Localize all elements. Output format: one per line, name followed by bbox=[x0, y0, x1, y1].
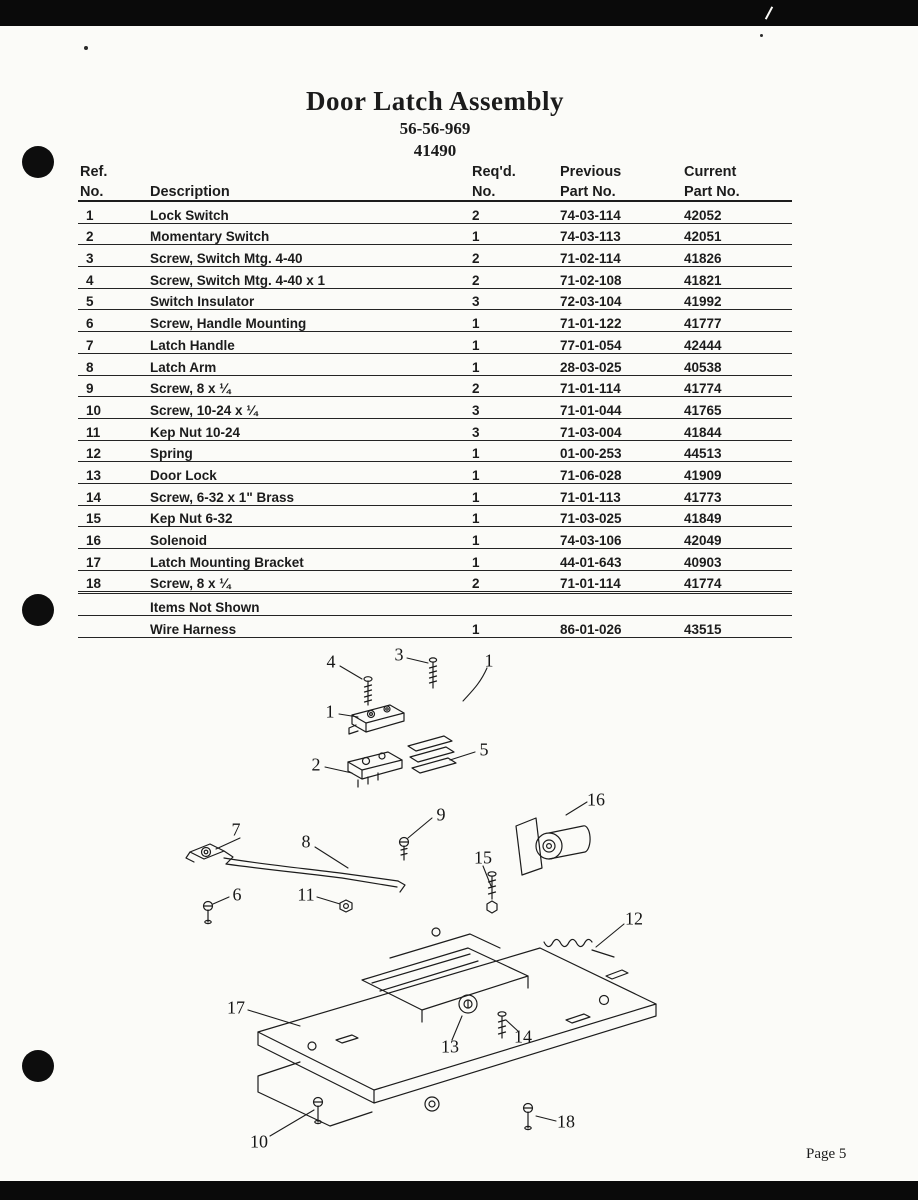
cell-description: Screw, 8 x ¼ bbox=[148, 375, 470, 397]
callout-3: 3 bbox=[394, 644, 404, 665]
header-spacer bbox=[148, 160, 470, 180]
part-screw-15 bbox=[487, 872, 497, 913]
cell-qty: 1 bbox=[470, 483, 558, 505]
cell-curr: 41844 bbox=[682, 418, 792, 440]
cell-prev: 71-01-114 bbox=[558, 375, 682, 397]
table-row bbox=[78, 267, 792, 289]
part-screw-18 bbox=[524, 1104, 533, 1130]
cell-curr: 41774 bbox=[682, 375, 792, 397]
model-number-secondary: 41490 bbox=[413, 141, 457, 160]
callout-11: 11 bbox=[297, 884, 315, 905]
header-curr-1: Current bbox=[684, 164, 737, 180]
cell-qty bbox=[470, 594, 558, 616]
cell-prev: 71-01-113 bbox=[558, 483, 682, 505]
items-not-shown-row bbox=[78, 616, 792, 638]
cell-qty: 2 bbox=[470, 245, 558, 267]
cell-qty: 3 bbox=[470, 418, 558, 440]
callout-15: 15 bbox=[474, 847, 492, 868]
parts-table bbox=[78, 160, 792, 592]
cell-ref: 6 bbox=[78, 310, 148, 332]
cell-description: Screw, 6-32 x 1" Brass bbox=[148, 483, 470, 505]
header-description: Description bbox=[148, 180, 470, 201]
cell-ref: 16 bbox=[78, 527, 148, 549]
cell-ref: 1 bbox=[78, 201, 148, 223]
header-reqd-1: Req'd. bbox=[472, 164, 516, 180]
part-spring bbox=[544, 939, 614, 957]
cell-ref: 8 bbox=[78, 353, 148, 375]
cell-ref bbox=[78, 594, 148, 616]
cell-ref: 17 bbox=[78, 549, 148, 571]
cell-ref: 5 bbox=[78, 288, 148, 310]
cell-curr bbox=[682, 594, 792, 616]
table-row bbox=[78, 527, 792, 549]
table-row bbox=[78, 375, 792, 397]
callout-8: 8 bbox=[301, 831, 311, 852]
cell-description: Screw, Switch Mtg. 4-40 bbox=[148, 245, 470, 267]
table-row bbox=[78, 397, 792, 419]
items-not-shown-body bbox=[78, 616, 792, 638]
table-row bbox=[78, 505, 792, 527]
cell-qty: 1 bbox=[470, 505, 558, 527]
items-not-shown-label: Items Not Shown bbox=[148, 594, 470, 616]
cell-ref: 13 bbox=[78, 462, 148, 484]
header-prev-1: Previous bbox=[560, 164, 622, 180]
cell-curr: 41992 bbox=[682, 288, 792, 310]
cell-curr: 41774 bbox=[682, 570, 792, 592]
cell-ref: 7 bbox=[78, 332, 148, 354]
cell-curr: 41821 bbox=[682, 267, 792, 289]
part-screw-14 bbox=[498, 1012, 506, 1038]
callout-leaders bbox=[213, 658, 624, 1136]
cell-description: Latch Mounting Bracket bbox=[148, 549, 470, 571]
items-not-shown-header-row bbox=[78, 594, 792, 616]
document-header bbox=[0, 86, 870, 161]
header-prev-2: Part No. bbox=[558, 180, 682, 201]
cell-ref bbox=[78, 616, 148, 638]
scan-speck bbox=[760, 34, 763, 37]
cell-ref: 4 bbox=[78, 267, 148, 289]
page-number: Page 5 bbox=[806, 1146, 847, 1162]
cell-description: Switch Insulator bbox=[148, 288, 470, 310]
scan-edge-bottom bbox=[0, 1181, 918, 1200]
cell-qty: 2 bbox=[470, 267, 558, 289]
cell-qty: 2 bbox=[470, 375, 558, 397]
cell-description: Spring bbox=[148, 440, 470, 462]
cell-description: Screw, Switch Mtg. 4-40 x 1 bbox=[148, 267, 470, 289]
callout-5: 5 bbox=[479, 739, 489, 760]
table-row bbox=[78, 353, 792, 375]
callout-10: 10 bbox=[250, 1131, 268, 1152]
callout-7: 7 bbox=[231, 819, 241, 840]
cell-qty: 1 bbox=[470, 616, 558, 638]
cell-description: Solenoid bbox=[148, 527, 470, 549]
binder-hole-bottom bbox=[22, 1050, 54, 1082]
callout-4: 4 bbox=[326, 651, 336, 672]
cell-ref: 15 bbox=[78, 505, 148, 527]
cell-ref: 2 bbox=[78, 223, 148, 245]
callout-16: 16 bbox=[587, 789, 605, 810]
cell-description: Wire Harness bbox=[148, 616, 470, 638]
table-row bbox=[78, 223, 792, 245]
cell-prev: 44-01-643 bbox=[558, 549, 682, 571]
cell-prev: 71-03-004 bbox=[558, 418, 682, 440]
cell-prev: 74-03-106 bbox=[558, 527, 682, 549]
table-row bbox=[78, 483, 792, 505]
cell-curr: 44513 bbox=[682, 440, 792, 462]
cell-ref: 11 bbox=[78, 418, 148, 440]
cell-prev: 74-03-113 bbox=[558, 223, 682, 245]
cell-description: Latch Arm bbox=[148, 353, 470, 375]
callout-2: 2 bbox=[311, 754, 321, 775]
callout-13: 13 bbox=[441, 1036, 459, 1057]
cell-curr: 42051 bbox=[682, 223, 792, 245]
callout-9: 9 bbox=[436, 804, 446, 825]
cell-ref: 3 bbox=[78, 245, 148, 267]
cell-qty: 2 bbox=[470, 570, 558, 592]
part-lock-switch bbox=[349, 705, 404, 734]
cell-qty: 1 bbox=[470, 332, 558, 354]
table-row bbox=[78, 549, 792, 571]
cell-curr: 40538 bbox=[682, 353, 792, 375]
parts-table-header bbox=[78, 160, 792, 201]
cell-prev: 86-01-026 bbox=[558, 616, 682, 638]
header-ref-1: Ref. bbox=[80, 164, 108, 180]
scan-speck bbox=[84, 46, 88, 50]
part-momentary-switch bbox=[348, 752, 402, 787]
cell-description: Momentary Switch bbox=[148, 223, 470, 245]
scan-edge-top bbox=[0, 0, 918, 26]
cell-description: Kep Nut 6-32 bbox=[148, 505, 470, 527]
part-latch-channel bbox=[362, 928, 528, 1022]
callout-1: 1 bbox=[484, 650, 494, 671]
model-number-primary: 56-56-969 bbox=[399, 119, 471, 138]
cell-ref: 14 bbox=[78, 483, 148, 505]
part-kep-nut-11 bbox=[340, 900, 352, 912]
table-row bbox=[78, 570, 792, 592]
cell-ref: 9 bbox=[78, 375, 148, 397]
cell-qty: 1 bbox=[470, 527, 558, 549]
callout-6: 6 bbox=[232, 884, 242, 905]
cell-qty: 3 bbox=[470, 288, 558, 310]
cell-qty: 3 bbox=[470, 397, 558, 419]
cell-qty: 1 bbox=[470, 440, 558, 462]
part-screw-6 bbox=[204, 902, 213, 924]
cell-description: Screw, 8 x ¼ bbox=[148, 570, 470, 592]
cell-qty: 2 bbox=[470, 201, 558, 223]
page-title: Door Latch Assembly bbox=[305, 86, 564, 116]
cell-qty: 1 bbox=[470, 353, 558, 375]
callout-1: 1 bbox=[325, 701, 335, 722]
cell-curr: 41909 bbox=[682, 462, 792, 484]
table-row bbox=[78, 201, 792, 223]
cell-curr: 42052 bbox=[682, 201, 792, 223]
header-reqd-2: No. bbox=[470, 180, 558, 201]
callout-14: 14 bbox=[514, 1026, 532, 1047]
part-latch-handle bbox=[186, 844, 233, 864]
part-switch-insulators bbox=[408, 736, 456, 773]
cell-curr: 43515 bbox=[682, 616, 792, 638]
part-screw-9 bbox=[400, 838, 409, 861]
table-row bbox=[78, 310, 792, 332]
cell-prev: 71-02-114 bbox=[558, 245, 682, 267]
cell-qty: 1 bbox=[470, 462, 558, 484]
cell-qty: 1 bbox=[470, 223, 558, 245]
table-row bbox=[78, 332, 792, 354]
cell-description: Screw, 10-24 x ¼ bbox=[148, 397, 470, 419]
parts-table-body bbox=[78, 201, 792, 592]
cell-prev: 01-00-253 bbox=[558, 440, 682, 462]
cell-qty: 1 bbox=[470, 549, 558, 571]
callout-18: 18 bbox=[557, 1111, 575, 1132]
cell-curr: 40903 bbox=[682, 549, 792, 571]
cell-curr: 41765 bbox=[682, 397, 792, 419]
cell-curr: 41849 bbox=[682, 505, 792, 527]
cell-prev: 71-01-122 bbox=[558, 310, 682, 332]
cell-prev: 74-03-114 bbox=[558, 201, 682, 223]
cell-prev: 71-03-025 bbox=[558, 505, 682, 527]
header-curr-2: Part No. bbox=[682, 180, 792, 201]
cell-description: Lock Switch bbox=[148, 201, 470, 223]
cell-prev: 72-03-104 bbox=[558, 288, 682, 310]
cell-prev: 71-02-108 bbox=[558, 267, 682, 289]
table-row bbox=[78, 462, 792, 484]
cell-ref: 18 bbox=[78, 570, 148, 592]
cell-curr: 41826 bbox=[682, 245, 792, 267]
header-ref-2: No. bbox=[78, 180, 148, 201]
cell-curr: 42444 bbox=[682, 332, 792, 354]
scan-scratch bbox=[765, 6, 773, 19]
cell-ref: 12 bbox=[78, 440, 148, 462]
callout-12: 12 bbox=[625, 908, 643, 929]
cell-ref: 10 bbox=[78, 397, 148, 419]
cell-prev: 71-06-028 bbox=[558, 462, 682, 484]
part-solenoid bbox=[516, 818, 590, 875]
cell-curr: 41773 bbox=[682, 483, 792, 505]
cell-description: Screw, Handle Mounting bbox=[148, 310, 470, 332]
cell-qty: 1 bbox=[470, 310, 558, 332]
table-row bbox=[78, 440, 792, 462]
binder-hole-middle bbox=[22, 594, 54, 626]
table-row bbox=[78, 245, 792, 267]
cell-description: Latch Handle bbox=[148, 332, 470, 354]
cell-curr: 42049 bbox=[682, 527, 792, 549]
callout-17: 17 bbox=[227, 997, 245, 1018]
part-screw-10 bbox=[314, 1098, 323, 1124]
items-not-shown-table bbox=[78, 593, 792, 638]
cell-prev: 71-01-044 bbox=[558, 397, 682, 419]
cell-prev: 77-01-054 bbox=[558, 332, 682, 354]
part-door-lock bbox=[459, 995, 477, 1013]
table-row bbox=[78, 288, 792, 310]
cell-prev: 28-03-025 bbox=[558, 353, 682, 375]
cell-prev: 71-01-114 bbox=[558, 570, 682, 592]
cell-description: Kep Nut 10-24 bbox=[148, 418, 470, 440]
cell-curr: 41777 bbox=[682, 310, 792, 332]
table-row bbox=[78, 418, 792, 440]
cell-prev bbox=[558, 594, 682, 616]
cell-description: Door Lock bbox=[148, 462, 470, 484]
